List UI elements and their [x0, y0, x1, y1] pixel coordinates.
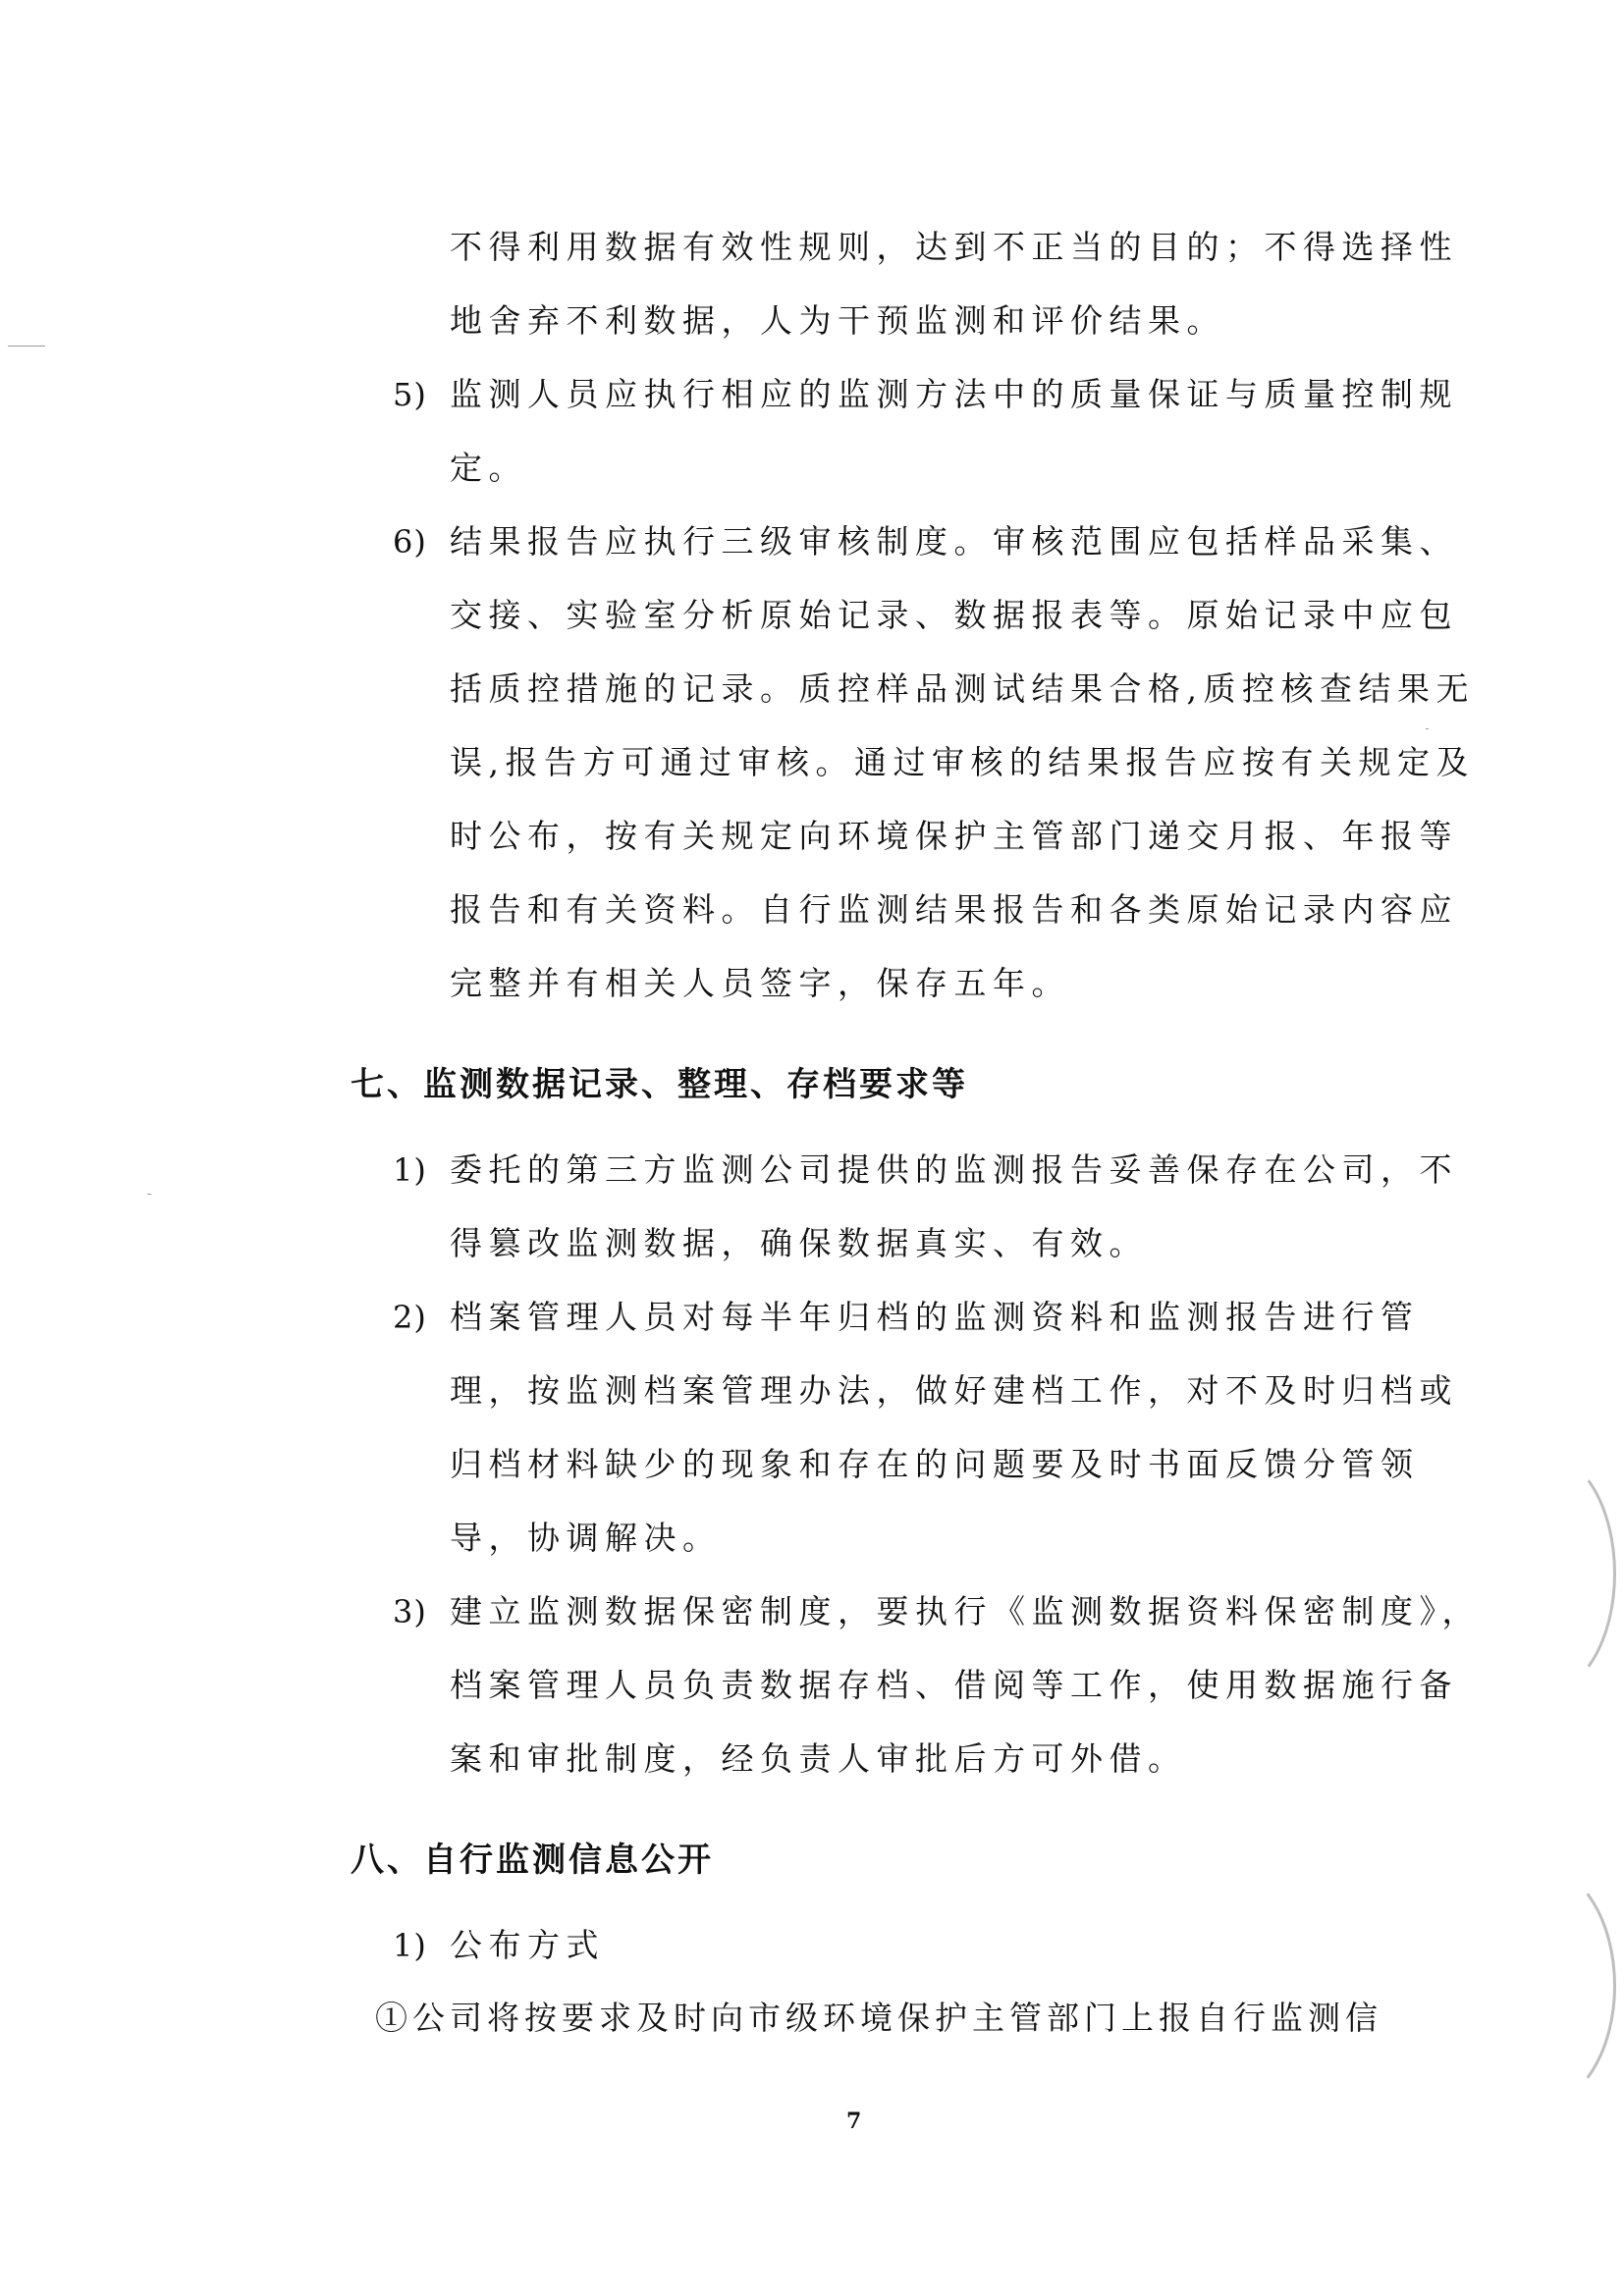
section-heading: 八、自行监测信息公开 [351, 1841, 714, 1880]
paragraph-line: 地舍弃不利数据，人为干预监测和评价结果。 [450, 301, 1225, 340]
paragraph-line: 时公布，按有关规定向环境保护主管部门递交月报、年报等 [450, 817, 1458, 855]
paragraph-line: 括质控措施的记录。质控样品测试结果合格,质控核查结果无 [450, 669, 1475, 708]
paragraph-line: 监测人员应执行相应的监测方法中的质量保证与质量控制规 [450, 375, 1458, 413]
paragraph-line: 建立监测数据保密制度，要执行《监测数据资料保密制度》， [450, 1592, 1481, 1630]
paragraph-line: 导，协调解决。 [450, 1519, 722, 1557]
seal-stamp-icon [1463, 1865, 1616, 2107]
scan-speck [147, 1194, 151, 1195]
item-number: 2) [393, 1299, 427, 1336]
paragraph-line: 公布方式 [450, 1926, 605, 1964]
item-number: 1) [393, 1927, 427, 1964]
section-heading: 七、监测数据记录、整理、存档要求等 [351, 1065, 968, 1104]
item-number: 6) [393, 523, 427, 561]
paragraph-line: 理，按监测档案管理办法，做好建档工作，对不及时归档或 [450, 1371, 1458, 1410]
paragraph-line: 不得利用数据有效性规则，达到不正当的目的；不得选择性 [450, 228, 1458, 266]
paragraph-line: 委托的第三方监测公司提供的监测报告妥善保存在公司，不 [450, 1150, 1458, 1189]
paragraph-line: 报告和有关资料。自行监测结果报告和各类原始记录内容应 [450, 890, 1458, 929]
paragraph-line: 归档材料缺少的现象和存在的问题要及时书面反馈分管领 [450, 1445, 1420, 1483]
paragraph-line: 得篡改监测数据，确保数据真实、有效。 [450, 1224, 1148, 1262]
paragraph-line: 档案管理人员对每半年归档的监测资料和监测报告进行管 [450, 1298, 1420, 1336]
paragraph-line: 误,报告方可通过审核。通过审核的结果报告应按有关规定及 [450, 743, 1475, 781]
paragraph-line: 案和审批制度，经负责人审批后方可外借。 [450, 1739, 1187, 1778]
item-number: 3) [393, 1593, 427, 1630]
paragraph-line: ①公司将按要求及时向市级环境保护主管部门上报自行监测信 [375, 1999, 1382, 2037]
paragraph-line: 结果报告应执行三级审核制度。审核范围应包括样品采集、 [450, 522, 1458, 561]
item-number: 5) [393, 376, 427, 413]
seal-stamp-icon [1473, 1453, 1616, 1694]
scan-speck [1426, 728, 1429, 729]
item-number: 1) [393, 1151, 427, 1189]
paragraph-line: 交接、实验室分析原始记录、数据报表等。原始记录中应包 [450, 596, 1458, 634]
paragraph-line: 档案管理人员负责数据存档、借阅等工作，使用数据施行备 [450, 1666, 1458, 1704]
page-number: 7 [846, 2109, 862, 2134]
scan-speck [8, 346, 45, 347]
paragraph-line: 完整并有相关人员签字，保存五年。 [450, 964, 1070, 1002]
paragraph-line: 定。 [450, 449, 527, 487]
